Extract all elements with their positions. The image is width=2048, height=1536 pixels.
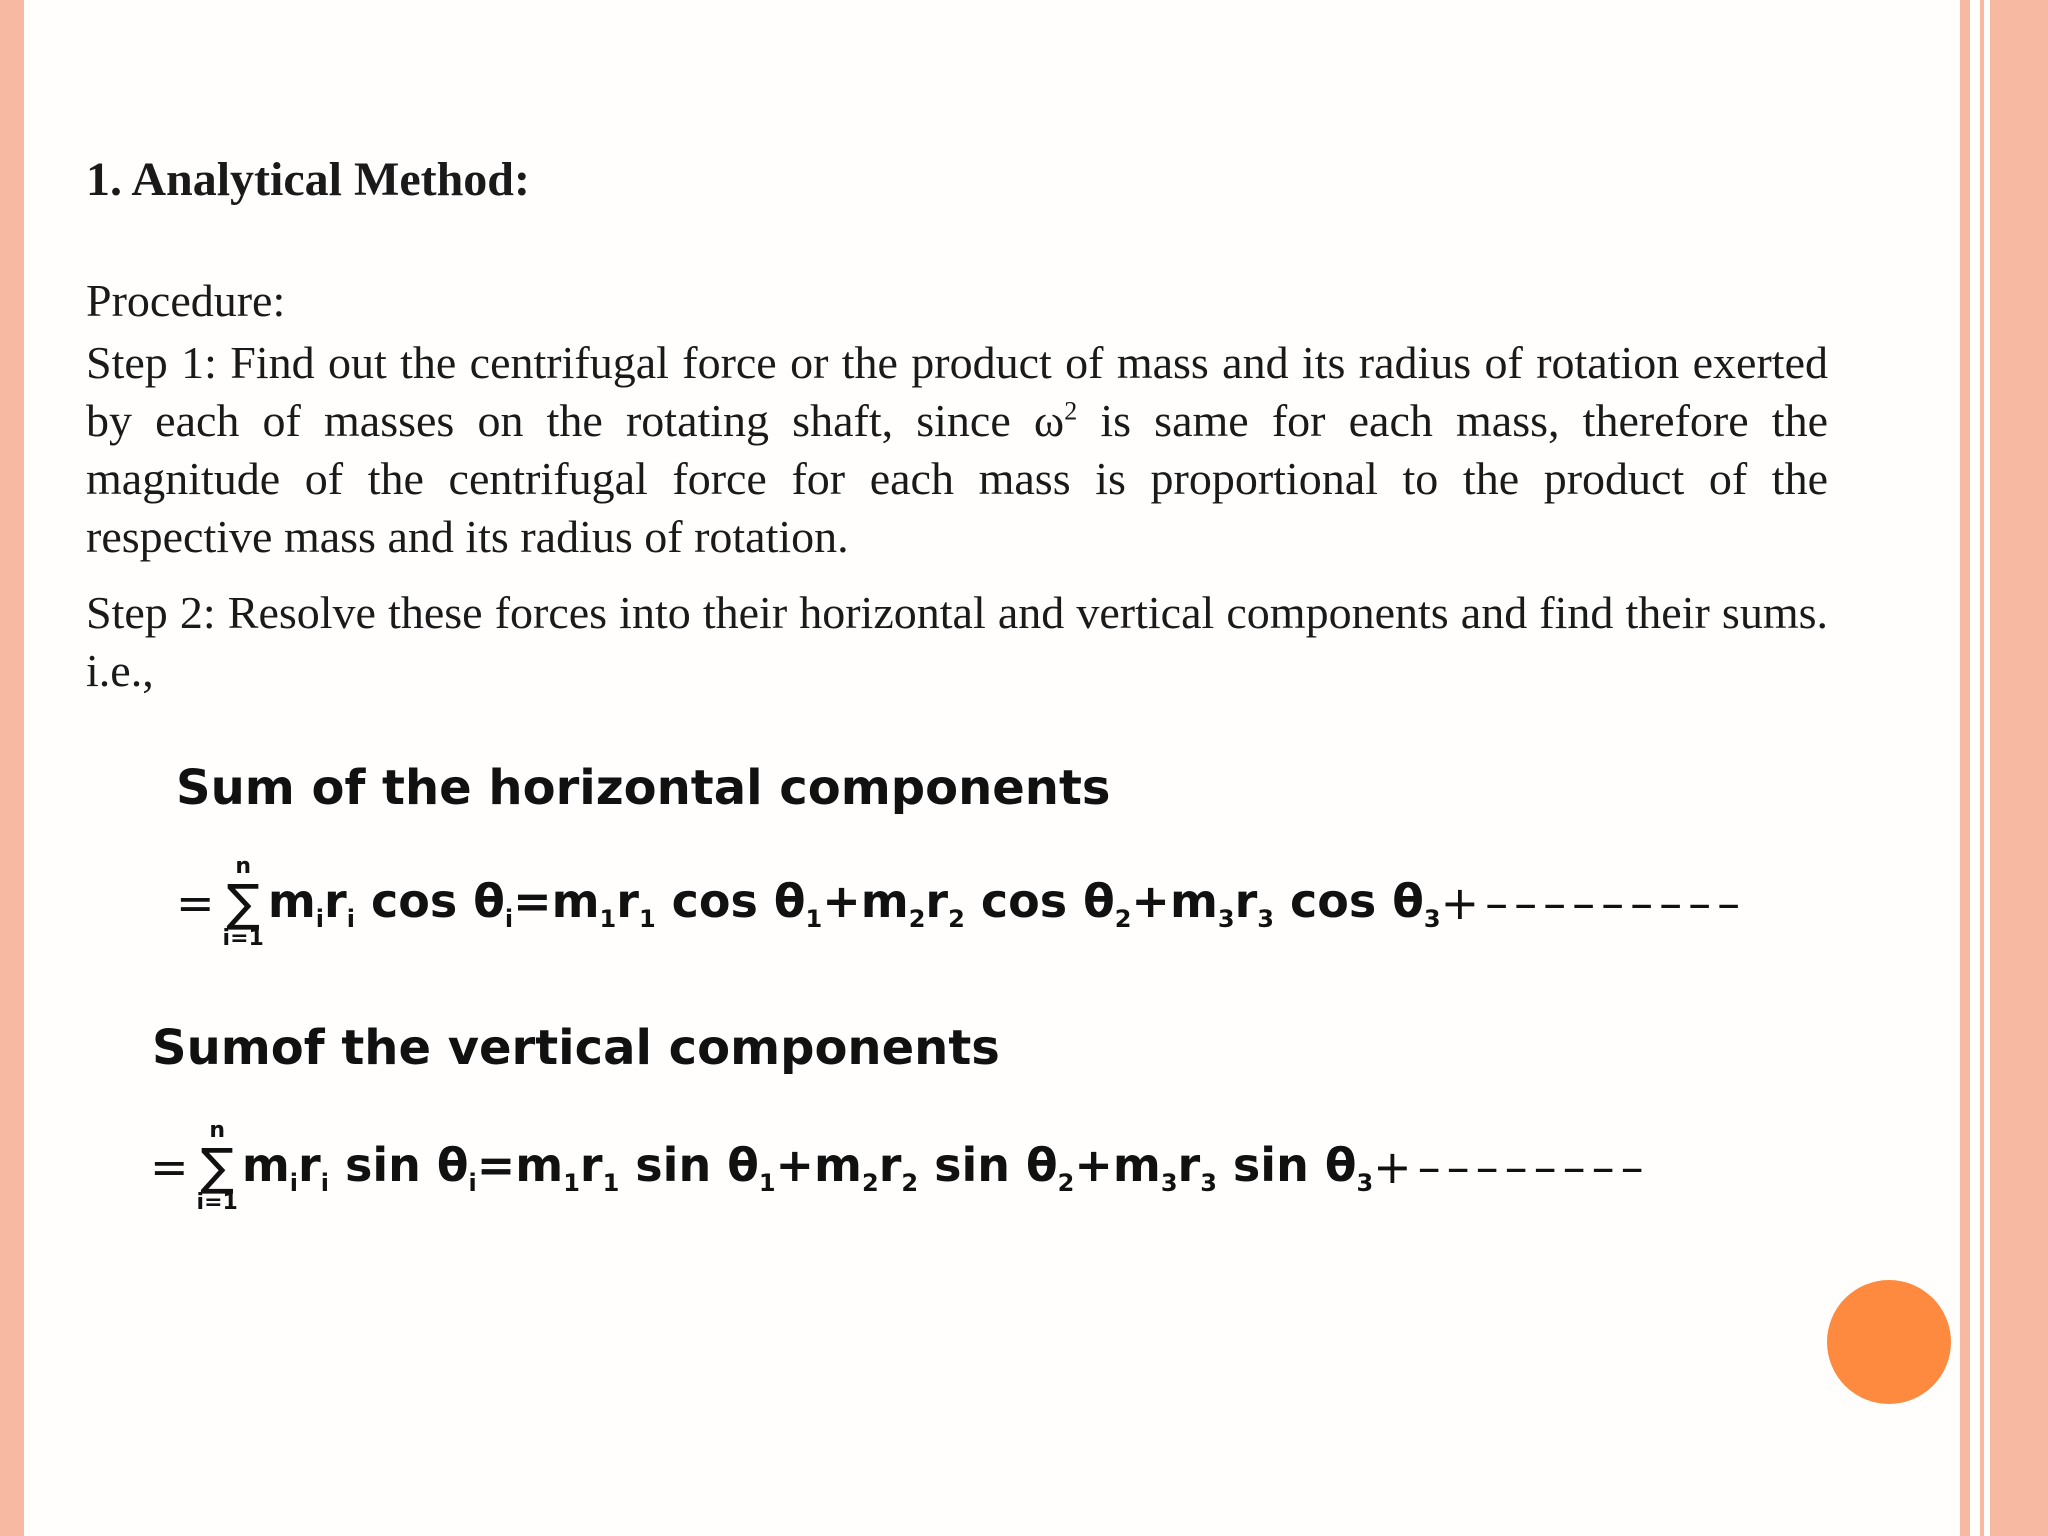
sum-upper-limit: n bbox=[209, 1118, 226, 1143]
step-1-text: Step 1: Find out the centrifugal force or the product of mass and its radius of rotation exerted by each of masses on the rotating shaft, since bbox=[86, 337, 1828, 446]
formula-term: $=m_1r_1$ $\sin \theta_1$ bbox=[476, 1137, 776, 1197]
equals-sign: = bbox=[176, 876, 215, 930]
section-heading: 1. Analytical Method: bbox=[86, 153, 530, 206]
omega-symbol: ω bbox=[1033, 395, 1065, 446]
right-border-stripe bbox=[1990, 0, 2048, 1536]
step-2-paragraph bbox=[86, 584, 1828, 700]
horizontal-components-title: Sum of the horizontal components bbox=[176, 760, 1111, 816]
step-1-paragraph bbox=[86, 334, 1828, 566]
continuation-dashes: +–––––––– bbox=[1373, 1140, 1650, 1194]
decorative-orange-circle bbox=[1827, 1280, 1951, 1404]
vertical-components-title: Sumof the vertical components bbox=[152, 1020, 1000, 1076]
slide-right-border bbox=[1960, 0, 2048, 1536]
equals-sign: = bbox=[150, 1140, 189, 1194]
right-border-stripe bbox=[1960, 0, 1970, 1536]
step-1-text-cont: is same for each mass, therefore the magnitude of the centrifugal force for each mass is proportional to the product of the respective mass and its radius of rotation. bbox=[86, 395, 1828, 562]
continuation-dashes: +––––––––– bbox=[1440, 876, 1747, 930]
formula-term: $+m_3r_3$ $\cos \theta_3$ bbox=[1131, 873, 1441, 933]
sum-upper-limit: n bbox=[235, 854, 252, 879]
sigma-glyph: ∑ bbox=[226, 874, 261, 932]
sum-lower-limit: i=1 bbox=[196, 1190, 238, 1215]
sigma-glyph: ∑ bbox=[200, 1138, 235, 1196]
right-border-stripe bbox=[1980, 0, 1984, 1536]
formula-term: $m_ir_i$ $\cos \theta_i$ bbox=[267, 873, 514, 933]
slide-left-border bbox=[0, 0, 24, 1536]
summation-symbol bbox=[223, 856, 264, 950]
formula-term: $+m_2r_2$ $\sin \theta_2$ bbox=[775, 1137, 1075, 1197]
sum-lower-limit: i=1 bbox=[222, 926, 264, 951]
formula-term: $+m_2r_2$ $\cos \theta_2$ bbox=[822, 873, 1132, 933]
procedure-label: Procedure: bbox=[86, 275, 286, 326]
formula-term: $=m_1r_1$ $\cos \theta_1$ bbox=[513, 873, 823, 933]
step-2-text: Step 2: Resolve these forces into their horizontal and vertical components and find their sums. i.e., bbox=[86, 587, 1828, 696]
formula-term: $+m_3r_3$ $\sin \theta_3$ bbox=[1074, 1137, 1374, 1197]
summation-symbol bbox=[197, 1120, 238, 1214]
horizontal-sum-formula bbox=[176, 848, 1746, 958]
vertical-sum-formula bbox=[150, 1112, 1650, 1222]
omega-exponent: 2 bbox=[1064, 396, 1078, 426]
formula-term: $m_ir_i$ $\sin \theta_i$ bbox=[241, 1137, 477, 1197]
